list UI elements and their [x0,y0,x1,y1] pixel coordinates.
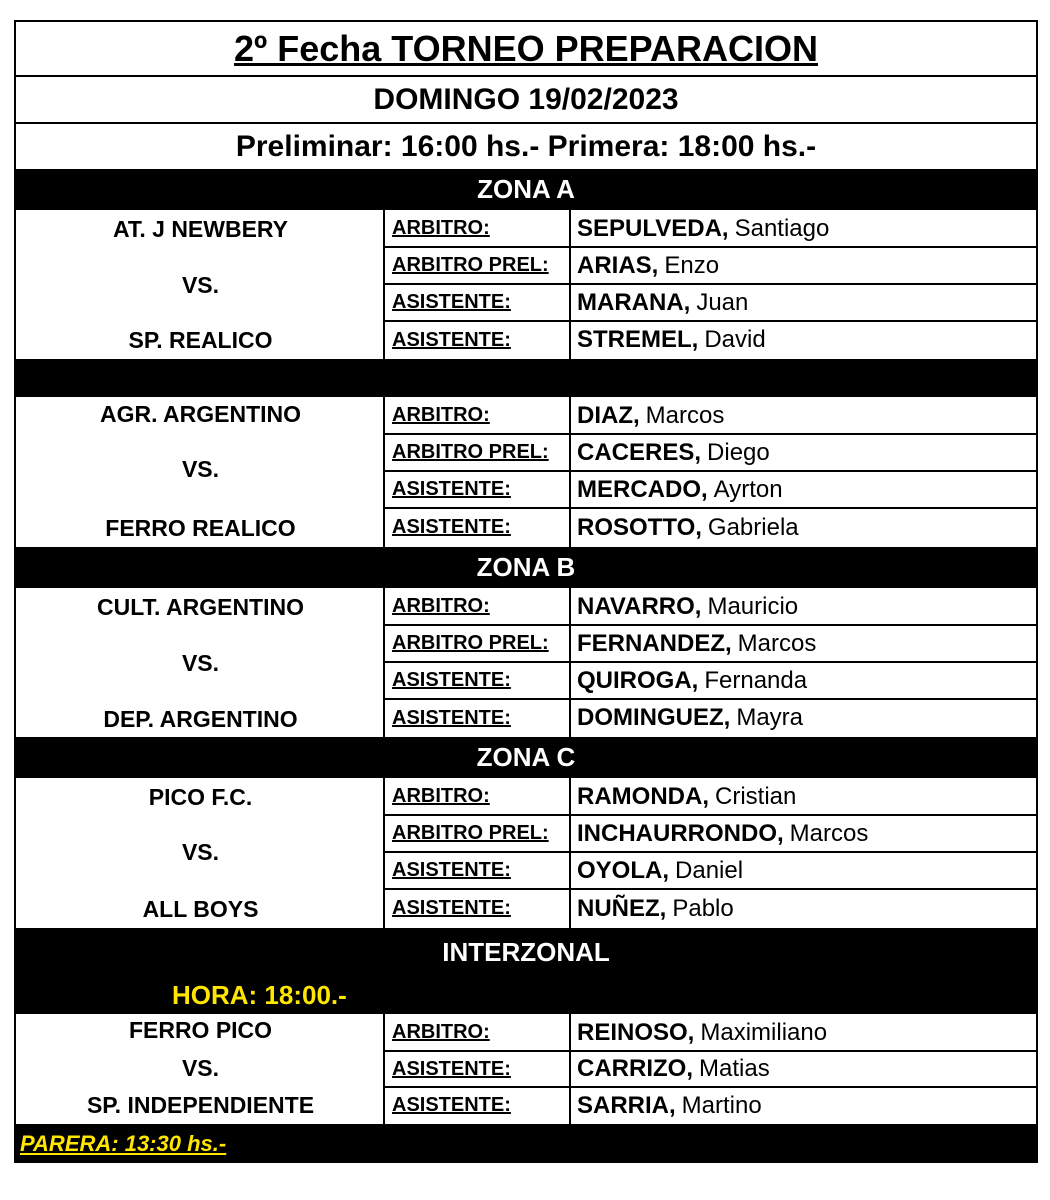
officials-column [385,588,1036,737]
official-row [385,1087,1036,1124]
zone-a-label: ZONA A [477,174,575,204]
official-name [577,588,1036,625]
away-team: ALL BOYS [142,896,259,922]
role-label: ASISTENTE: [387,1051,571,1087]
role-label: ARBITRO PREL: [387,625,571,662]
official-row [385,852,1036,889]
official-surname: NUÑEZ, [577,894,667,922]
official-row [385,662,1036,699]
official-surname: REINOSO, [577,1018,695,1046]
official-name [577,471,1036,508]
official-given-name: Cristian [715,782,797,810]
official-given-name: Fernanda [704,666,808,694]
official-surname: ARIAS, [577,251,659,279]
official-surname: MERCADO, [577,475,708,503]
role-label: ASISTENTE: [387,699,571,737]
home-team: PICO F.C. [148,784,253,810]
home-team: FERRO PICO [128,1017,273,1043]
role-label: ARBITRO: [387,397,571,434]
teams-column [16,588,385,737]
role-label: ARBITRO: [387,1014,571,1051]
official-surname: STREMEL, [577,326,699,353]
zone-a-header [14,169,1038,210]
teams-column [16,397,385,547]
official-row [385,321,1036,359]
official-row [385,397,1036,434]
official-surname: FERNANDEZ, [577,629,732,657]
official-name [577,284,1036,321]
role-label: ARBITRO: [387,210,571,247]
vs-label: VS. [181,456,220,482]
interzonal-label: INTERZONAL [442,936,610,967]
official-surname: RAMONDA, [577,782,709,810]
match-date: DOMINGO 19/02/2023 [373,82,679,116]
role-label: ASISTENTE: [387,508,571,547]
role-label: ARBITRO: [387,778,571,815]
teams-column [16,1014,385,1124]
official-row [385,625,1036,662]
role-label: ASISTENTE: [387,662,571,699]
official-given-name: Mauricio [707,592,799,620]
role-label: ASISTENTE: [387,852,571,889]
official-name [577,210,1036,247]
official-surname: CACERES, [577,438,702,466]
official-name [577,1051,1036,1087]
official-name [577,815,1036,852]
home-team: CULT. ARGENTINO [97,594,304,620]
official-surname: SEPULVEDA, [577,214,729,242]
official-name [577,778,1036,815]
official-name [577,247,1036,284]
official-name [577,434,1036,471]
teams-column [16,778,385,928]
official-given-name: Juan [696,288,749,316]
role-label: ARBITRO PREL: [387,815,571,852]
vs-label: VS. [181,1055,220,1081]
official-row [385,1014,1036,1051]
match-card [14,778,1038,928]
official-name [577,508,1036,547]
away-team: SP. INDEPENDIENTE [86,1092,315,1118]
official-surname: INCHAURRONDO, [577,819,784,847]
official-row [385,778,1036,815]
official-row [385,889,1036,928]
official-row [385,434,1036,471]
official-given-name: Maximiliano [700,1018,828,1046]
official-row [385,1051,1036,1087]
official-name [577,1087,1036,1124]
match-card [14,588,1038,737]
zone-b-header [14,547,1038,588]
official-surname: MARANA, [577,288,691,316]
official-given-name: David [704,326,766,353]
interzonal-time-bar [14,976,1038,1014]
official-given-name: Martino [681,1091,762,1119]
official-surname: CARRIZO, [577,1055,693,1082]
official-name [577,662,1036,699]
interzonal-time: HORA: 18:00.- [172,979,347,1010]
official-row [385,508,1036,547]
sheet-title: 2º Fecha TORNEO PREPARACION [234,27,818,69]
official-name [577,699,1036,737]
official-surname: OYOLA, [577,856,670,884]
official-name [577,852,1036,889]
vs-label: VS. [181,272,220,298]
official-surname: ROSOTTO, [577,513,702,541]
official-name [577,625,1036,662]
match-card [14,397,1038,547]
officials-column [385,397,1036,547]
official-given-name: Marcos [645,401,725,429]
home-team: AT. J NEWBERY [112,216,289,242]
role-label: ASISTENTE: [387,471,571,508]
zone-b-label: ZONA B [476,552,576,582]
official-name [577,889,1036,928]
official-row [385,247,1036,284]
officials-column [385,778,1036,928]
official-given-name: Marcos [737,629,817,657]
official-given-name: Diego [707,438,770,466]
official-surname: SARRIA, [577,1091,676,1119]
official-given-name: Marcos [789,819,869,847]
match-card [14,210,1038,359]
interzonal-header [14,928,1038,976]
official-row [385,210,1036,247]
official-row [385,815,1036,852]
home-team: AGR. ARGENTINO [99,401,302,427]
official-name [577,1014,1036,1051]
official-name [577,321,1036,359]
footer-bar [14,1124,1038,1163]
official-given-name: Ayrton [713,475,783,503]
official-given-name: Enzo [664,251,720,279]
official-row [385,471,1036,508]
match-card [14,1014,1038,1124]
away-team: SP. REALICO [128,327,273,353]
date-row [14,77,1038,124]
parera-time: PARERA: 13:30 hs.- [20,1130,227,1156]
officials-column [385,210,1036,359]
zone-c-header [14,737,1038,778]
official-surname: DOMINGUEZ, [577,704,731,731]
official-row [385,588,1036,625]
official-row [385,699,1036,737]
official-surname: QUIROGA, [577,666,699,694]
vs-label: VS. [181,839,220,865]
zone-c-label: ZONA C [476,742,576,772]
title-row [14,20,1038,77]
role-label: ASISTENTE: [387,889,571,928]
official-given-name: Daniel [675,856,744,884]
away-team: DEP. ARGENTINO [103,706,298,732]
kickoff-times: Preliminar: 16:00 hs.- Primera: 18:00 hs.- [235,129,817,163]
official-name [577,397,1036,434]
official-row [385,284,1036,321]
official-given-name: Gabriela [707,513,799,541]
role-label: ARBITRO: [387,588,571,625]
role-label: ASISTENTE: [387,321,571,359]
teams-column [16,210,385,359]
official-given-name: Santiago [734,214,830,242]
role-label: ARBITRO PREL: [387,434,571,471]
official-given-name: Matias [699,1055,770,1082]
section-separator [14,359,1038,397]
away-team: FERRO REALICO [105,515,296,541]
official-surname: NAVARRO, [577,592,702,620]
vs-label: VS. [181,650,220,676]
role-label: ASISTENTE: [387,284,571,321]
role-label: ASISTENTE: [387,1087,571,1124]
official-given-name: Mayra [736,704,804,731]
official-given-name: Pablo [672,894,734,922]
role-label: ARBITRO PREL: [387,247,571,284]
officials-column [385,1014,1036,1124]
official-surname: DIAZ, [577,401,640,429]
times-row [14,124,1038,169]
